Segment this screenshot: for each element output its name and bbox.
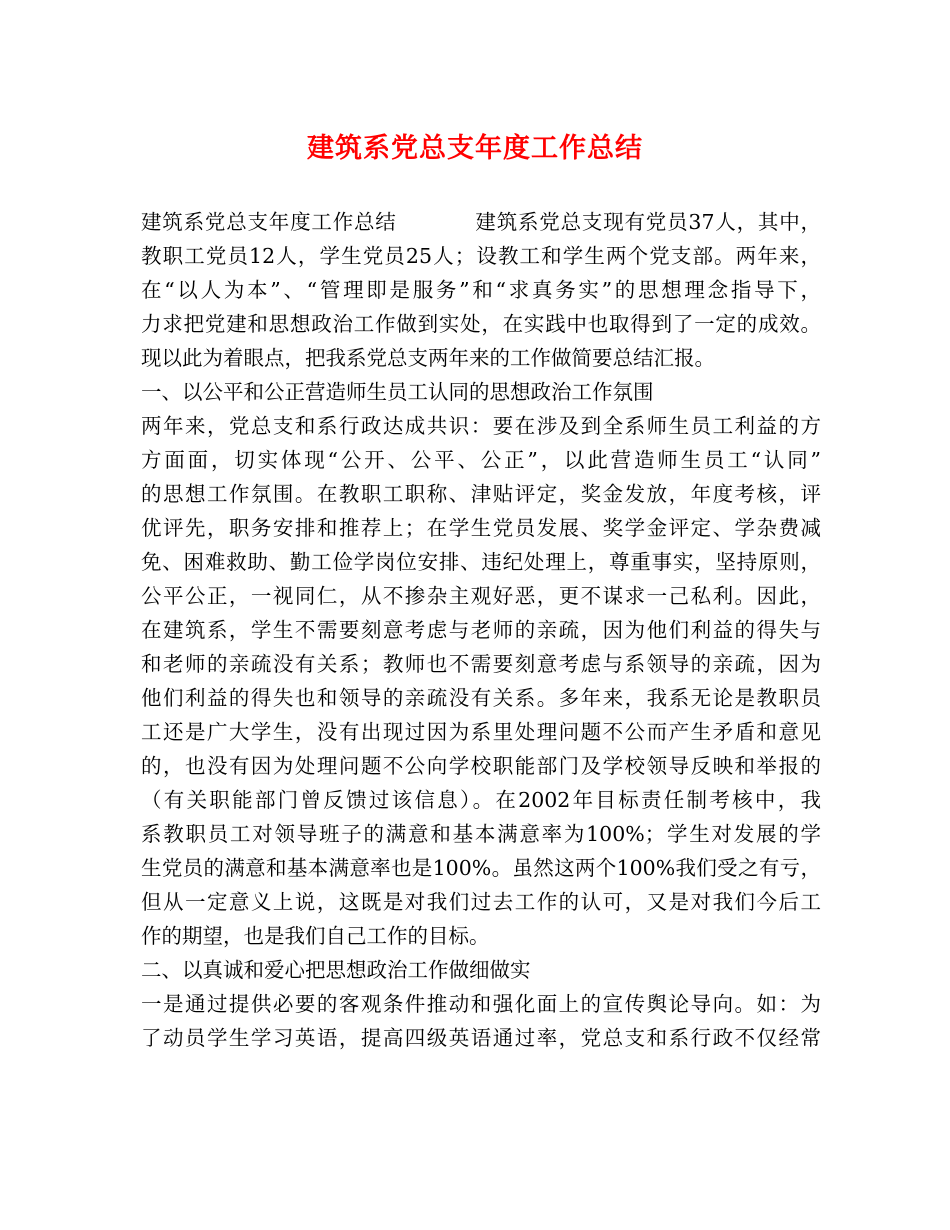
paragraph-line: 方面面，切实体现“公开、公平、公正”，以此营造师生员工“认同”: [141, 448, 821, 472]
document-title: 建筑系党总支年度工作总结: [307, 133, 643, 164]
paragraph-line: 教职工党员12人，学生党员25人；设教工和学生两个党支部。两年来，: [141, 244, 821, 268]
paragraph-line: 系教职员工对领导班子的满意和基本满意率为100%；学生对发展的学: [141, 822, 821, 846]
paragraph-line: 生党员的满意和基本满意率也是100%。虽然这两个100%我们受之有亏，: [141, 856, 821, 880]
section-heading: 二、以真诚和爱心把思想政治工作做细做实: [141, 958, 531, 982]
paragraph-line: 优评先，职务安排和推荐上；在学生党员发展、奖学金评定、学杂费减: [141, 516, 821, 540]
paragraph-line: 工还是广大学生，没有出现过因为系里处理问题不公而产生矛盾和意见: [141, 720, 821, 744]
section-heading: 一、以公平和公正营造师生员工认同的思想政治工作氛围: [141, 380, 654, 404]
paragraph-line: 两年来，党总支和系行政达成共识：要在涉及到全系师生员工利益的方: [141, 414, 821, 438]
paragraph-line: 力求把党建和思想政治工作做到实处，在实践中也取得到了一定的成效。: [141, 312, 821, 336]
paragraph-line: 现以此为着眼点，把我系党总支两年来的工作做简要总结汇报。: [141, 346, 715, 370]
paragraph-line: （有关职能部门曾反馈过该信息）。在2002年目标责任制考核中，我: [141, 788, 821, 812]
paragraph-line: 的思想工作氛围。在教职工职称、津贴评定，奖金发放，年度考核，评: [141, 482, 821, 506]
inline-title: 建筑系党总支年度工作总结: [141, 210, 397, 234]
paragraph-line: 在建筑系，学生不需要刻意考虑与老师的亲疏，因为他们利益的得失与: [141, 618, 821, 642]
paragraph-line: 和老师的亲疏没有关系；教师也不需要刻意考虑与系领导的亲疏，因为: [141, 652, 821, 676]
paragraph-line: 在“以人为本”、“管理即是服务”和“求真务实”的思想理念指导下，: [141, 278, 821, 302]
paragraph-line: 作的期望，也是我们自己工作的目标。: [141, 924, 490, 948]
paragraph-line: 公平公正，一视同仁，从不掺杂主观好恶，更不谋求一己私利。因此，: [141, 584, 821, 608]
paragraph-line: 免、困难救助、勤工俭学岗位安排、违纪处理上，尊重事实，坚持原则，: [141, 550, 821, 574]
paragraph-line: 他们利益的得失也和领导的亲疏没有关系。多年来，我系无论是教职员: [141, 686, 821, 710]
paragraph-line: 但从一定意义上说，这既是对我们过去工作的认可，又是对我们今后工: [141, 890, 821, 914]
paragraph-line: [141, 205, 821, 239]
paragraph-line: 一是通过提供必要的客观条件推动和强化面上的宣传舆论导向。如：为: [141, 992, 821, 1016]
line-text: 建筑系党总支现有党员37人，其中，: [474, 210, 821, 234]
paragraph-line: 了动员学生学习英语，提高四级英语通过率，党总支和系行政不仅经常: [141, 1026, 821, 1050]
paragraph-line: 的，也没有因为处理问题不公向学校职能部门及学校领导反映和举报的: [141, 754, 821, 778]
